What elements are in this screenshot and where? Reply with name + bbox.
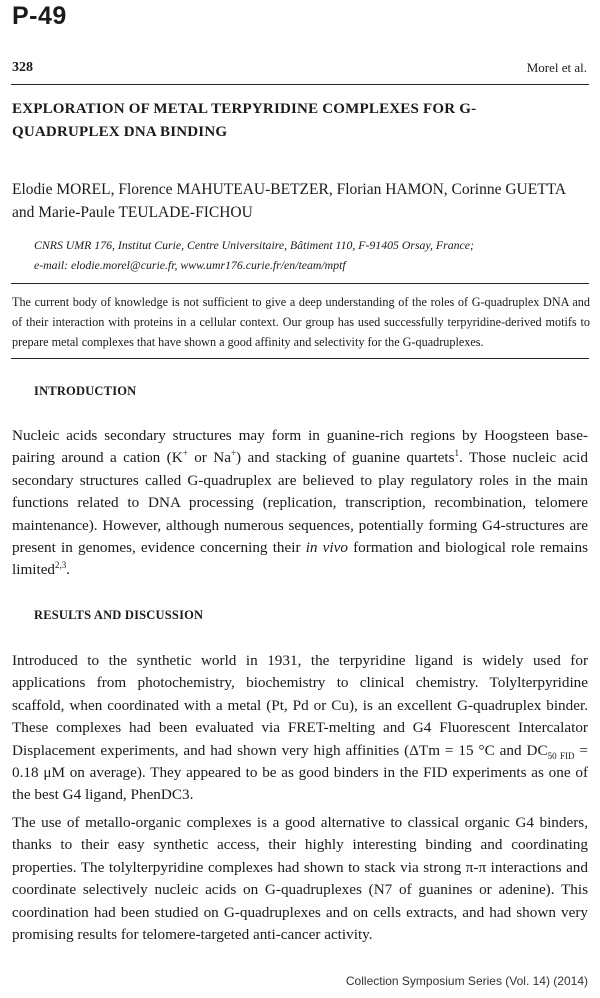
results-heading: RESULTS AND DISCUSSION: [34, 608, 204, 622]
citation-ref: 2,3: [55, 560, 67, 571]
affiliation: [34, 235, 589, 275]
results-text-segment: Introduced to the synthetic world in 1931, the terpyridine ligand is widely used for applications from photochemistry, biochemistry to clinical chemistry. Tolylterpyridine scaffold, when coordinated with a metal (Pt, Pd or Cu), is an excellent G-quadruplex binder. These complexes had been evaluated via FRET-melting and G4 Fluorescent Intercalator Displacement experiments, and had shown very high affinities (ΔTm = 15 °C and DC: [12, 652, 588, 759]
intro-text-segment: .: [66, 561, 71, 579]
affiliation-contact: e-mail: elodie.morel@curie.fr, www.umr176.curie.fr/en/team/mptf: [34, 258, 346, 272]
superscript: +: [230, 448, 237, 459]
running-head: Morel et al.: [526, 60, 587, 75]
results-paragraph-1: [12, 650, 588, 807]
introduction-heading: INTRODUCTION: [34, 384, 137, 398]
superscript: +: [182, 448, 188, 459]
intro-text-segment: Nucleic acids secondary structures may form in guanine-rich regions by Hoogsteen base-pairing around a cation (K: [12, 427, 588, 467]
header-divider: [11, 84, 589, 85]
intro-text-segment: formation and biological role remains limited: [12, 539, 589, 579]
subscript: 50 FID: [547, 750, 575, 761]
abstract-top-divider: [11, 283, 589, 284]
citation-ref: 1: [454, 448, 459, 459]
page-number: 328: [12, 60, 33, 75]
introduction-paragraph: [12, 425, 588, 582]
affiliation-address: CNRS UMR 176, Institut Curie, Centre Universitaire, Bâtiment 110, F-91405 Orsay, France;: [34, 238, 474, 252]
poster-id: P-49: [12, 2, 67, 30]
intro-text-segment: . Those nucleic acid secondary structures called G-quadruplex are believed to play regulatory roles in the main functions related to DNA processing (replication, transcription, recombination, telomere maintenance). However, although numerous sequences, potentially forming G4-structures are present in genomes, evidence concerning their: [12, 449, 588, 557]
abstract-bottom-divider: [11, 358, 589, 359]
paper-title: EXPLORATION OF METAL TERPYRIDINE COMPLEXES FOR G-QUADRUPLEX DNA BINDING: [12, 101, 477, 140]
abstract: The current body of knowledge is not sufficient to give a deep understanding of the roles of G-quadruplex DNA and of their interaction with proteins in a cellular context. Our group has used successfully terpyridine-derived motifs to prepare metal complexes that have shown a good affinity and selectivity for the G-quadruplexes.: [12, 295, 590, 349]
author-list: Elodie MOREL, Florence MAHUTEAU-BETZER, Florian HAMON, Corinne GUETTA and Marie-Paule TEULADE-FICHOU: [12, 181, 566, 221]
italic-term: in vivo: [305, 539, 348, 557]
results-text-segment: = 0.18 μM on average). They appeared to be as good binders in the FID experiments as one of the best G4 ligand, PhenDC3.: [12, 741, 588, 804]
results-paragraph-2: The use of metallo-organic complexes is a good alternative to classical organic G4 binders, thanks to their easy synthetic access, their highly interesting binding and coordinating properties. The tolylterpyridine complexes had shown to stack via strong π-π interactions and coordinate selectively nucleic acids on G-quadruplexes (N7 of guanines or adenine). This coordination had been studied on G-quadruplexes and on cells extracts, and had shown very promising results for telomere-targeted anti-cancer activity.: [12, 814, 588, 944]
intro-text-segment: ) and stacking of guanine quartets: [236, 449, 455, 467]
intro-text-segment: or Na: [187, 449, 231, 467]
footer-citation: Collection Symposium Series (Vol. 14) (2014): [345, 974, 588, 988]
